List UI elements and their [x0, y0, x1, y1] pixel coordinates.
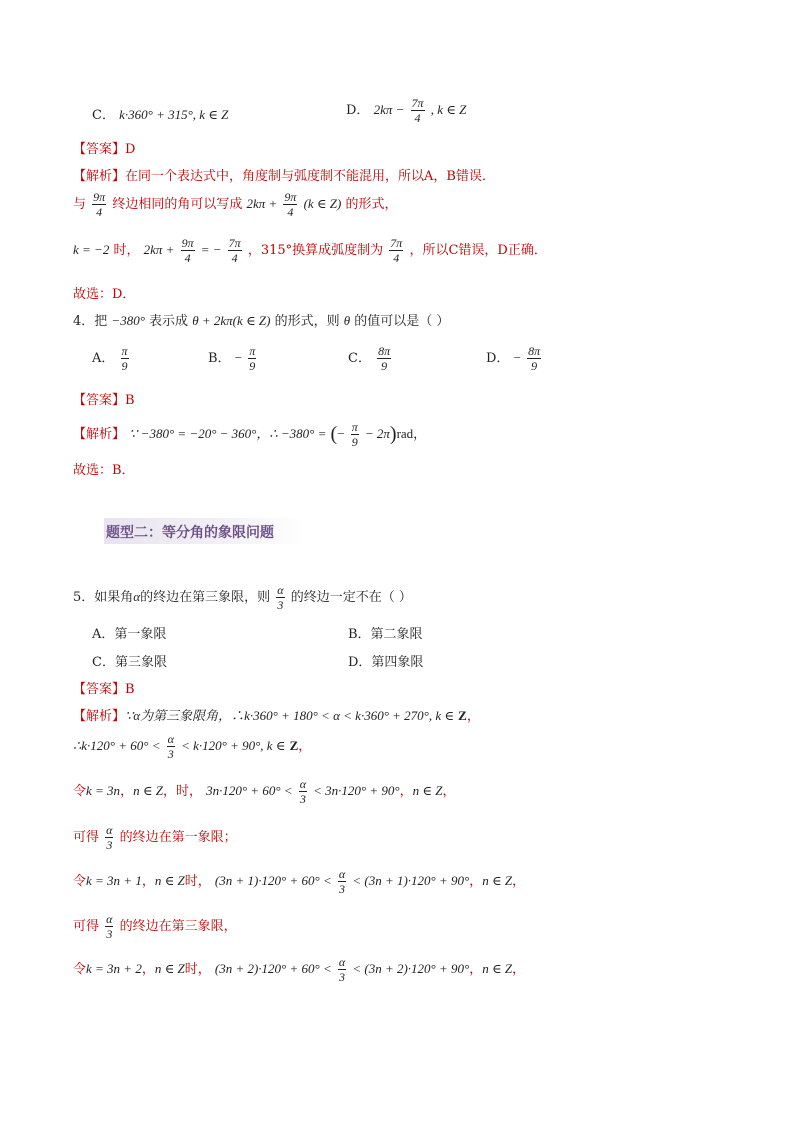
- fraction: $\frac{\alpha}{3}$: [277, 583, 284, 612]
- fraction: $\frac{8\pi}{9}$: [528, 344, 541, 373]
- q4-option-c: [348, 345, 393, 372]
- q5-answer: [73, 678, 135, 697]
- q3-analysis-line-2: 与 $\frac{9\pi}{4}$ 终边相同的角可以写成 2kπ + $\frac{9\pi}{4}$ (k ∈ Z) 的形式，: [73, 190, 398, 219]
- q3-analysis-line-3: k = −2 时， 2kπ + $\frac{9\pi}{4}$ = − $\frac{7\pi}{4}$ ，315°换算成弧度制为 $\frac{7\pi}{4}$ ，所以C错误，D正确．: [73, 236, 547, 265]
- fraction: $\frac{\pi}{9}$: [351, 420, 358, 449]
- analysis-tag: 【解析】: [73, 709, 126, 724]
- fraction: $\frac{\alpha}{3}$: [106, 912, 113, 941]
- section-title: 题型二：等分角的象限问题: [106, 525, 274, 541]
- answer-value: B: [125, 393, 135, 408]
- q5-analysis-line-6: 可得 $\frac{\alpha}{3}$ 的终边在第三象限，: [73, 912, 237, 941]
- section-header: [104, 518, 304, 544]
- q3-analysis-line-1: 【解析】在同一个表达式中，角度制与弧度制不能混用，所以A，B错误．: [73, 169, 495, 184]
- fraction: $\frac{9\pi}{4}$: [93, 190, 106, 219]
- analysis-tag: 【解析】: [73, 169, 126, 184]
- fraction: $\frac{\alpha}{3}$: [338, 867, 346, 896]
- fraction: $\frac{\alpha}{3}$: [299, 777, 306, 806]
- q5-option-b: B．第二象限: [348, 627, 423, 642]
- q5-stem: 5．如果角α的终边在第三象限，则 $\frac{\alpha}{3}$ 的终边一定不在（ ）: [73, 583, 412, 612]
- answer-value: D: [125, 142, 136, 157]
- q3-choose: 故选：D．: [73, 287, 136, 302]
- q5-option-c: C．第三象限: [92, 655, 167, 670]
- fraction: $\frac{\alpha}{3}$: [338, 955, 346, 984]
- q4-option-a: [92, 345, 131, 372]
- q4-choose: 故选：B．: [73, 463, 135, 478]
- q5-option-d: D．第四象限: [348, 655, 424, 670]
- option-label: C．: [348, 351, 371, 366]
- answer-tag: 【答案】: [73, 142, 126, 157]
- fraction: $\frac{\alpha}{3}$: [167, 732, 174, 761]
- fraction: $\frac{7\pi}{4}$: [411, 96, 424, 125]
- option-label: B．: [208, 351, 231, 366]
- q5-analysis-line-5: 令k = 3n + 1，n ∈ Z时， (3n + 1)·120° + 60° < $\frac{\alpha}{3}$ < (3n + 1)·120° + 90°，n ∈ Z，: [73, 867, 526, 896]
- option-label: A．: [92, 351, 115, 366]
- fraction: $\frac{\pi}{9}$: [249, 344, 256, 373]
- q4-option-b: B． − $\frac{\pi}{9}$: [208, 344, 256, 373]
- q5-analysis-line-2: ∴k·120° + 60° < $\frac{\alpha}{3}$ < k·120° + 90°, k ∈ Z，: [73, 732, 312, 761]
- answer-tag: 【答案】: [73, 682, 126, 697]
- fraction: $\frac{\alpha}{3}$: [106, 823, 113, 852]
- math-expression: 2kπ −: [373, 102, 405, 117]
- answer-tag: 【答案】: [73, 393, 126, 408]
- math-expression: k·360° + 315°, k ∈ Z: [119, 107, 229, 122]
- q5-analysis-line-7: 令k = 3n + 2，n ∈ Z时， (3n + 2)·120° + 60° < $\frac{\alpha}{3}$ < (3n + 2)·120° + 90°，n ∈ Z，: [73, 955, 526, 984]
- q5-option-a: A．第一象限: [92, 627, 167, 642]
- q3-option-d: [346, 97, 466, 124]
- q5-analysis-line-1: 【解析】∵α为第三象限角，∴k·360° + 180° < α < k·360° + 270°, k ∈ Z，: [73, 708, 480, 724]
- option-label: D．: [486, 351, 510, 366]
- fraction: $\frac{8\pi}{9}$: [378, 344, 391, 373]
- fraction: $\frac{9\pi}{4}$: [284, 190, 297, 219]
- q4-option-d: D． − $\frac{8\pi}{9}$: [486, 344, 541, 373]
- q3-option-c: [92, 104, 228, 123]
- q4-stem: 4．把 −380° 表示成 θ + 2kπ(k ∈ Z) 的形式，则 θ 的值可以是（ ）: [73, 313, 450, 329]
- fraction: $\frac{7\pi}{4}$: [228, 236, 241, 265]
- answer-value: B: [125, 682, 135, 697]
- q5-analysis-line-3: 令k = 3n，n ∈ Z，时， 3n·120° + 60° < $\frac{\alpha}{3}$ < 3n·120° + 90°，n ∈ Z，: [73, 777, 456, 806]
- fraction: $\frac{7\pi}{4}$: [390, 236, 403, 265]
- option-label: C．: [92, 108, 115, 123]
- math-expression: , k ∈ Z: [430, 102, 467, 117]
- option-label: D．: [346, 103, 370, 118]
- q4-answer: [73, 389, 135, 408]
- fraction: $\frac{9\pi}{4}$: [181, 236, 194, 265]
- analysis-tag: 【解析】: [73, 427, 126, 442]
- q5-analysis-line-4: 可得 $\frac{\alpha}{3}$ 的终边在第一象限；: [73, 823, 237, 852]
- q3-answer: [73, 138, 135, 157]
- q4-analysis: 【解析】 ∵ −380° = −20° − 360°，∴ −380° = (− $\frac{\pi}{9}$ − 2π)rad，: [73, 420, 427, 449]
- fraction: $\frac{\pi}{9}$: [121, 344, 128, 373]
